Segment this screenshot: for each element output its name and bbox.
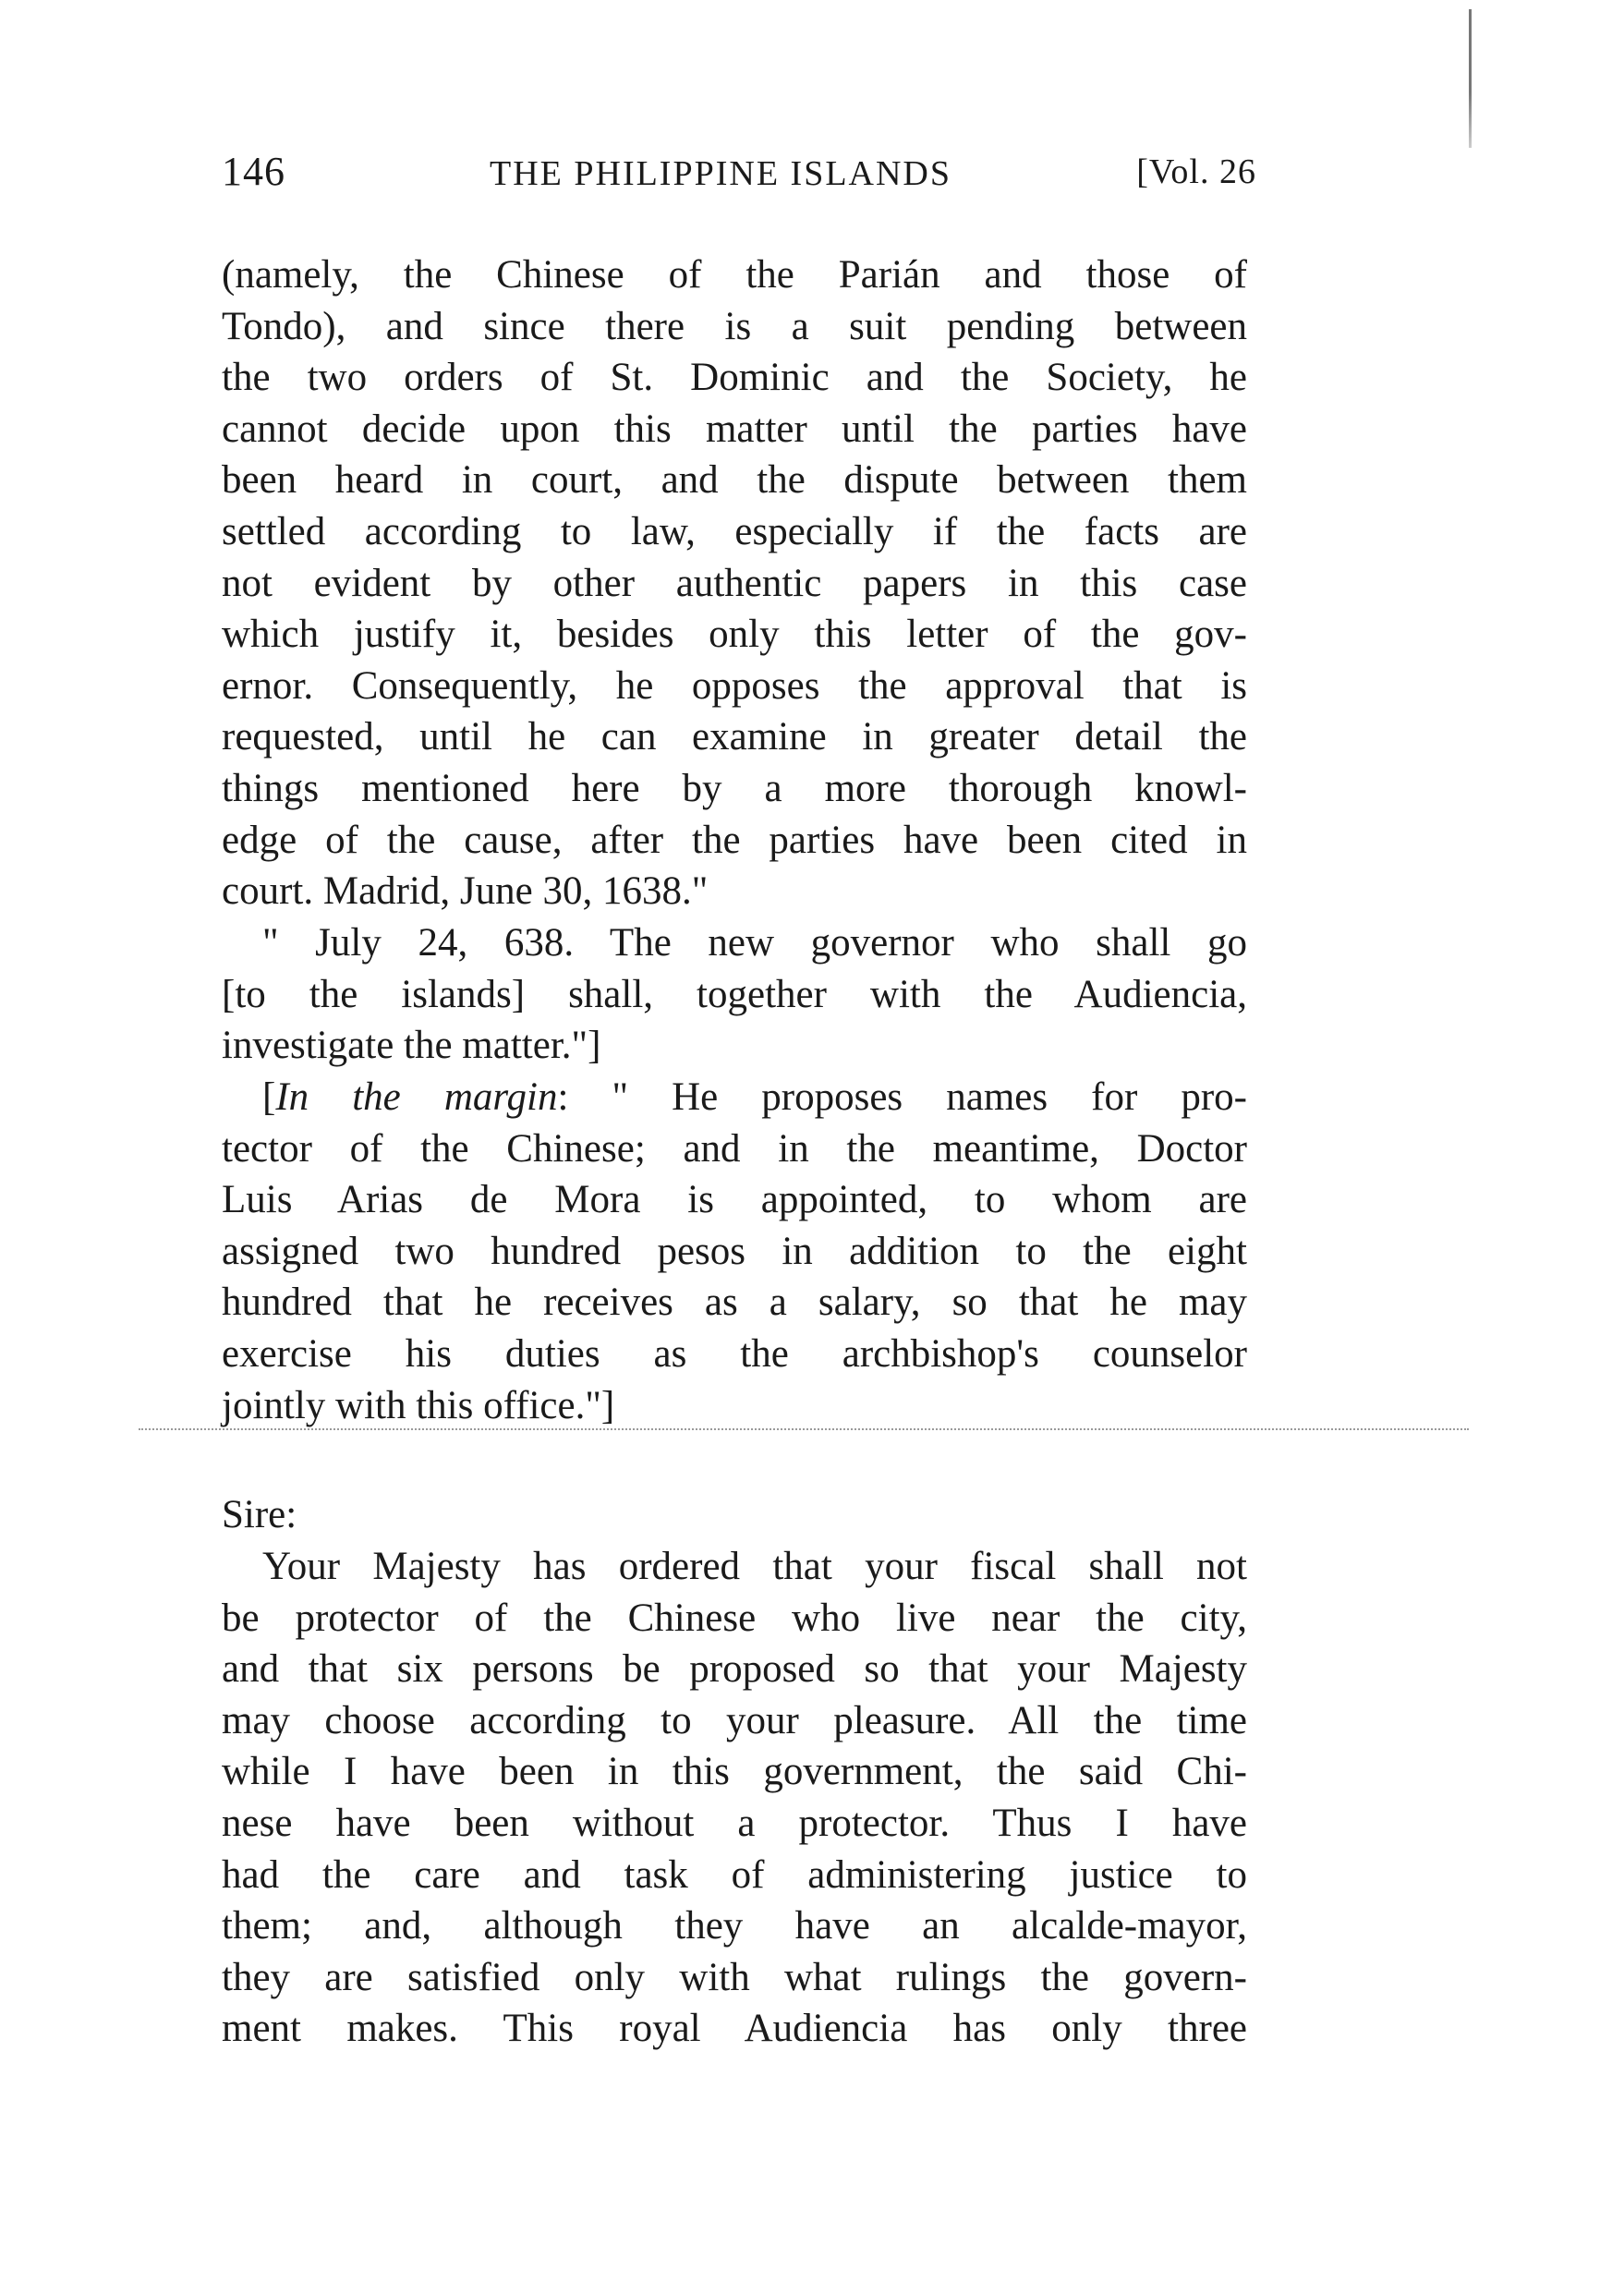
text-line: jointly with this office."] xyxy=(222,1383,615,1427)
margin-line-rest: : " He proposes names for pro- xyxy=(557,1075,1247,1119)
text-line: investigate the matter."] xyxy=(222,1024,601,1068)
text-line: had the care and task of administering justice to xyxy=(222,1852,1247,1897)
text-line: which justify it, besides only this letter of the gov- xyxy=(222,613,1247,657)
text-line: be protector of the Chinese who live near the city, xyxy=(222,1596,1247,1640)
margin-label: In the margin xyxy=(275,1075,558,1119)
text-line: been heard in court, and the dispute between them xyxy=(222,458,1247,503)
salutation: Sire: xyxy=(222,1493,297,1536)
text-line: " July 24, 638. The new governor who shall go xyxy=(262,921,1247,965)
text-line: nese have been without a protector. Thus I have xyxy=(222,1801,1247,1845)
text-line: things mentioned here by a more thorough knowl- xyxy=(222,766,1247,810)
section-divider xyxy=(139,1428,1469,1430)
paragraph-fiscal-opinion xyxy=(222,249,1247,917)
text-line: exercise his duties as the archbishop's counselor xyxy=(222,1331,1247,1376)
text-line: and that six persons be proposed so that your Majesty xyxy=(222,1647,1247,1692)
text-line: [to the islands] shall, together with the Audiencia, xyxy=(222,972,1247,1016)
text-line: court. Madrid, June 30, 1638." xyxy=(222,869,709,914)
text-line: not evident by other authentic papers in this case xyxy=(222,561,1247,605)
text-line: edge of the cause, after the parties have been cited in xyxy=(222,818,1247,862)
text-line: they are satisfied only with what rulings the govern- xyxy=(222,1955,1247,1999)
paragraph-margin-note xyxy=(222,1072,1247,1431)
text-line: hundred that he receives as a salary, so that he may xyxy=(222,1281,1247,1325)
text-line: Luis Arias de Mora is appointed, to whom are xyxy=(222,1178,1247,1222)
text-line: may choose according to your pleasure. All the time xyxy=(222,1698,1247,1742)
text-line: requested, until he can examine in greater detail the xyxy=(222,715,1247,759)
text-line: ernor. Consequently, he opposes the approval that is xyxy=(222,663,1247,708)
page-number: 146 xyxy=(222,149,285,194)
running-title: THE PHILIPPINE ISLANDS xyxy=(490,154,951,193)
text-line: ment makes. This royal Audiencia has only three xyxy=(222,2007,1247,2051)
volume-label: [Vol. 26 xyxy=(1136,152,1256,191)
text-line: cannot decide upon this matter until the parties have xyxy=(222,407,1247,451)
text-line: assigned two hundred pesos in addition to the eight xyxy=(222,1229,1247,1273)
text-line: them; and, although they have an alcalde-mayor, xyxy=(222,1904,1247,1948)
text-line: Tondo), and since there is a suit pending between xyxy=(222,304,1247,348)
text-line: while I have been in this government, the said Chi- xyxy=(222,1750,1247,1794)
bracket-open: [ xyxy=(262,1075,276,1119)
paragraph-letter-body xyxy=(222,1541,1247,2055)
text-line: settled according to law, especially if the facts are xyxy=(222,509,1247,553)
text-line: (namely, the Chinese of the Parián and those of xyxy=(222,253,1247,297)
paragraph-july-decree xyxy=(222,917,1247,1072)
text-line: the two orders of St. Dominic and the Society, he xyxy=(222,356,1247,400)
text-line: tector of the Chinese; and in the meantime, Doctor xyxy=(222,1126,1247,1171)
scan-edge-mark xyxy=(1469,9,1472,148)
running-header xyxy=(222,148,1256,203)
text-line xyxy=(222,1072,1247,1123)
text-line: Your Majesty has ordered that your fiscal shall not xyxy=(262,1545,1247,1588)
